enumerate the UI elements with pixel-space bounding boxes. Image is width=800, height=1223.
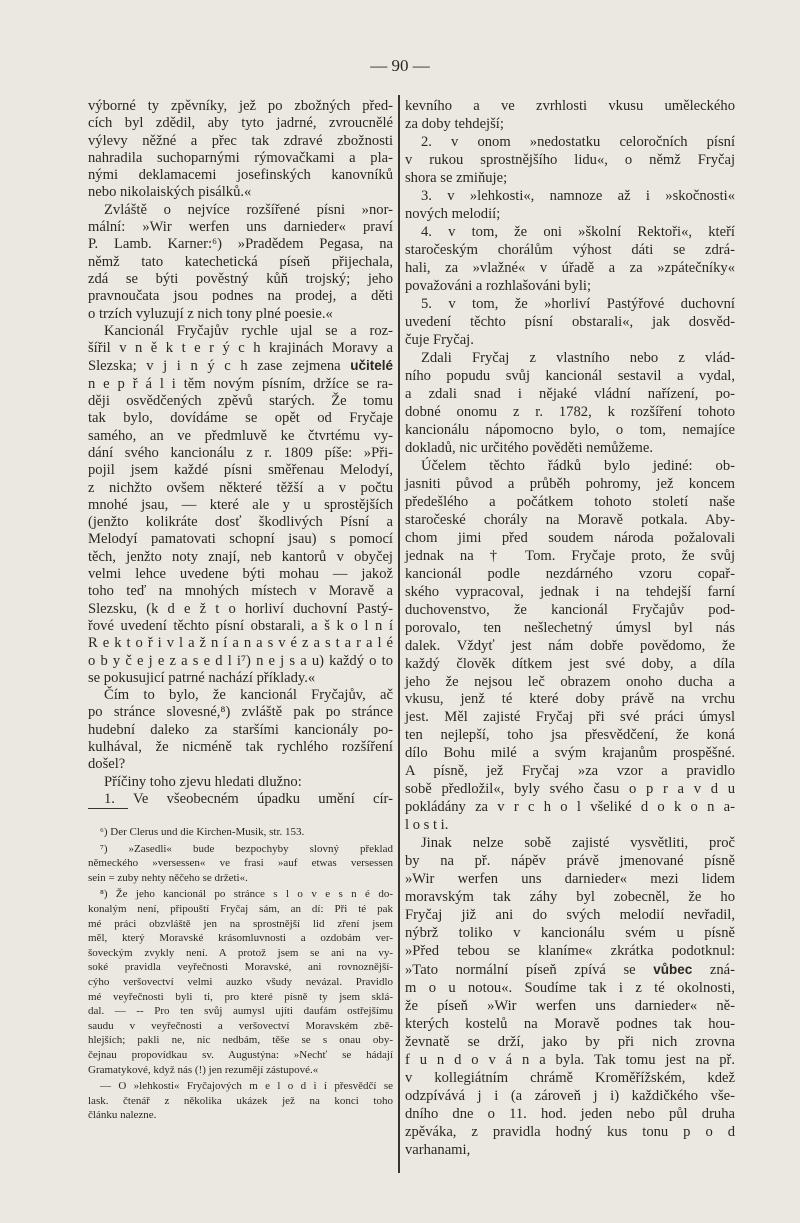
paragraph: [88, 202, 393, 323]
footnotes: [88, 825, 393, 1125]
text-line: nebo nikolaiských pisálků.«: [88, 184, 252, 201]
paragraph: [405, 835, 735, 1160]
text-line: dal. — -- Pro ten svůj aumysl ujíti daufám ostřejšímu: [88, 1005, 393, 1018]
text-line: porovalo, ten nešlechetný úmysl byl nás: [405, 619, 735, 636]
text-line: uvedení těchto písní obstarali«, jak dosvěd-: [405, 313, 735, 330]
text-line: chom jimi před soudem národa požalovali: [405, 529, 735, 546]
text-line: výlevy něžné a přec tak zdravé zbožnosti: [88, 132, 393, 149]
text-line: toho teď na mnohých místech v Moravě a: [88, 583, 393, 600]
text-line: čuje Fryčaj.: [405, 331, 474, 348]
text-line: mé práci obzvláště jen na sprostnější lid zření jsem: [88, 917, 393, 930]
text-line: dobné onomu z r. 1782, k rozšíření tohoto: [405, 403, 735, 420]
page-number: — 90 —: [370, 56, 430, 75]
text-line: Slezsku, (k d e ž t o horliví duchovní Pastý-: [88, 600, 393, 617]
text-line: staročeské chorály na Moravě potkala. Aby-: [405, 511, 735, 528]
text-line: 3. v »lehkosti«, namnoze až i »skočnosti«: [421, 187, 735, 204]
text-line: cýho veršovectví velmi auzko všudy nevázal. Pravidlo: [88, 975, 393, 988]
text-line: Příčiny toho zjevu hledati dlužno:: [104, 773, 302, 790]
text-line: l o s t i.: [405, 817, 449, 834]
text-line: A písně, jež Fryčaj »za vzor a pravidlo: [405, 763, 735, 780]
text-line: cích byl zdědil, aby tyto jadrné, zvroucnělé: [88, 115, 393, 132]
text-line: ⁶) Der Clerus und die Kirchen-Musik, str. 153.: [100, 826, 305, 838]
text-line: nových melodií;: [405, 205, 501, 222]
text-line: jednak na † Tom. Fryčaje proto, že svůj: [405, 547, 735, 564]
text-line: došel?: [88, 756, 126, 773]
text-line: varhanami,: [405, 1142, 471, 1159]
text-line: po stránce slovesné,⁸) zvláště pak po stránce: [88, 704, 393, 721]
text-segment: Slezska; v j i n ý c h zase zejmena: [88, 358, 351, 375]
text-line: 2. v onom »nedostatku celoročních písní: [421, 133, 735, 150]
text-line: článku nalezne.: [88, 1109, 157, 1122]
text-line: Gramatykové, když nás (!) jen rezumějí zástupové.«: [88, 1063, 319, 1076]
text-line: čejnau propovídkau sv. Augustýna: »Nechť se hádají: [88, 1048, 393, 1061]
text-line: sobě předložil«, byly svého času o p r a v d u: [405, 781, 735, 798]
text-line: šoveckým zvykly není. A protož jsem se ani na vy-: [88, 946, 393, 959]
text-segment: »Tato normální píseň zpívá se: [405, 962, 654, 979]
text-line: samého, an ve předmluvě ke čtvrtému vy-: [88, 427, 393, 444]
text-line: duchovenstvo, že kancionál Fryčajův pod-: [405, 601, 735, 618]
text-line: dání svého kancionálu z r. 1809 píše: »Při-: [88, 444, 393, 461]
text-line: němž tato katechetická píseň přijechala,: [88, 253, 393, 270]
text-line: ního popudu svůj kancionál sestavil a vydal,: [405, 367, 735, 384]
right-column: [405, 98, 735, 1160]
text-line: kancionál podle nezdárného vzoru copař-: [405, 565, 735, 582]
text-line: Kancionál Fryčajův rychle ujal se a roz-: [104, 322, 393, 339]
text-line: jeho že nejsou leč obrazem onoho ducha a: [405, 673, 735, 690]
text-line: z nichžto ovšem některé těžší a v počtu: [88, 479, 393, 496]
text-line: »Wir werfen uns darnieder« mezi lidem: [405, 871, 735, 888]
text-line: mé veyřečnosti byli ti, pro které písně ty jsem sklá-: [88, 990, 393, 1003]
text-line: kancionálu nápomocno bylo, o tom, nemajíce: [405, 421, 735, 438]
text-line: že píseň »Wir werfen uns darnieder« ně-: [405, 998, 735, 1015]
text-line: staročeským chorálům výhost dáti se zdrá-: [405, 241, 735, 258]
text-line: Jinak nelze sobě zajisté vysvětliti, proč: [421, 835, 735, 852]
text-line: f u n d o v á n a byla. Tak tomu jest na př.: [405, 1052, 735, 1069]
text-line: zdá se býti pověstný kůň trojský; jeho: [88, 270, 393, 287]
text-line: dílo Bohu milé a svým krajanům prospěšné.: [405, 745, 735, 762]
paragraph: [88, 98, 393, 202]
bold-emphasis: vůbec: [653, 962, 693, 978]
paragraph: [405, 350, 735, 458]
text-line: 5. v tom, že »horliví Pastýřové duchovní: [421, 295, 735, 312]
text-line: »Před tebou se klaníme« zkrátka podotknul:: [405, 943, 735, 960]
text-line: — O »lehkosti« Fryčajových m e l o d i í přesvědčí se: [100, 1080, 393, 1093]
paragraph: [405, 458, 735, 836]
left-column: [88, 98, 393, 808]
text-line: o trzích vyluzují z nich tony plné poesie.«: [88, 305, 333, 322]
text-line: řové uvedení těchto písní obstarali, a š k o l n í: [88, 617, 393, 634]
text-line: se pokusujicí patrné nachází příklady.«: [88, 669, 316, 686]
text-line: by na př. nápěv právě jmenované písně: [405, 853, 735, 870]
text-line: odzpívává j i (a zároveň j i) každičkého vše-: [405, 1088, 735, 1105]
text-line: vkusu, jenž té které doby právě na vrchu: [405, 691, 735, 708]
paragraph: [405, 188, 735, 224]
text-line: kulhával, že nicméně tak rychlého rozšíření: [88, 738, 393, 755]
text-line: hudební daleko za staršími kancionály po-: [88, 721, 393, 738]
text-line: m o u notou«. Soudíme tak i z té okolnosti,: [405, 980, 735, 997]
text-line: měl, který Moravské krásomluvnosti a ozdobám ver-: [88, 932, 393, 945]
paragraph: [88, 774, 393, 791]
text-line: kevního a ve zvrhlosti vkusu uměleckého: [405, 98, 735, 114]
text-line: Melodyí pamatovati schopní jsau) s pomocí: [88, 531, 393, 548]
text-line: Zvláště o nejvíce rozšířené písni »nor-: [104, 201, 393, 218]
text-line: dokladů, nic určitého pověděti nemůžeme.: [405, 439, 654, 456]
bold-emphasis: učitelé: [350, 358, 393, 374]
text-line: jest. Měl zajisté Fryčaj při své práci úmysl: [405, 709, 735, 726]
text-line: Účelem těchto řádků bylo jediné: ob-: [421, 457, 735, 474]
footnote-separator: [88, 808, 128, 809]
text-line: nými deklamacemi josefinských kanovníků: [88, 167, 393, 184]
text-line: Čím to bylo, že kancionál Fryčajův, ač: [104, 687, 393, 704]
text-line: saudu v veyřečnosti a veršovectví Moravském zbě-: [88, 1019, 393, 1032]
text-line: každý člověk dítkem jest své doby, a díla: [405, 655, 735, 672]
text-line: výborné ty zpěvníky, jež po zbožných před-: [88, 98, 393, 114]
text-line: hlejších; pakli ne, nic nedbám, těše se s onau oby-: [88, 1034, 393, 1047]
text-line: považováni a rozhlašováni byli;: [405, 277, 592, 294]
text-line: konalým není, připouští Fryčaj sám, an dí: Při té pak: [88, 902, 393, 915]
text-line: 1. Ve všeobecném úpadku umění cír-: [104, 790, 393, 807]
text-line: v kollegiátním chrámě Kroměřížském, kdež: [405, 1070, 735, 1087]
text-segment: zná-: [692, 962, 735, 979]
footnote: [88, 842, 393, 886]
text-line: moravským tak záhy byl zobecněl, že ho: [405, 889, 735, 906]
paragraph: [405, 134, 735, 188]
column-divider: [398, 95, 400, 1173]
text-line: dního dne o 11. hod. jeden nebo půl druha: [405, 1106, 735, 1123]
text-line: [88, 357, 393, 375]
paragraph: [88, 323, 393, 687]
paragraph: [88, 687, 393, 773]
text-line: P. Lamb. Karner:⁶) »Pradědem Pegasa, na: [88, 236, 393, 253]
footnote: [88, 887, 393, 1077]
paragraph: [88, 791, 393, 808]
text-line: o b y č e j e z a s e d l i⁷) n e j s a u) každý o to: [88, 652, 393, 669]
text-line: dalek. Vždyť jest nám dobře povědomo, že: [405, 637, 735, 654]
text-line: Zdali Fryčaj z vlastního nebo z vlád-: [421, 349, 735, 366]
text-line: (jenžto kolikráte dosť škodlivých Písní a: [88, 514, 393, 531]
paragraph: [405, 224, 735, 296]
text-line: 4. v tom, že oni »školní Rektoři«, kteří: [421, 223, 735, 240]
text-line: jasniti původ a průběh pohromy, jež koncem: [405, 475, 735, 492]
text-line: tak bylo, dovídáme se opět od Fryčaje: [88, 410, 393, 427]
text-line: za doby tehdejší;: [405, 115, 504, 132]
text-line: Fryčaj již ani do svých melodií nevřadil,: [405, 907, 735, 924]
text-line: ději osvědčených zpěvů starých. Že tomu: [88, 393, 393, 410]
text-line: ten nejlepší, toho jsa přesvědčení, že koná: [405, 727, 735, 744]
text-line: zpěváka, z pravidla hodný kus tonu p o d: [405, 1124, 735, 1141]
text-line: hali, za »vlažné« v úřadě a za »zpátečníky«: [405, 259, 735, 276]
text-line: ského vypracoval, jednak i na tehdejší farní: [405, 583, 735, 600]
text-line: nýbrž toliko v kancionálu svém u písně: [405, 925, 735, 942]
text-line: velmi lehce uvedene býti mohau — jakož: [88, 566, 393, 583]
text-line: pravnoučata jsou podnes na prodej, a děti: [88, 288, 393, 305]
paragraph: [405, 98, 735, 134]
text-line: německého »versessen« ve frasi »auf etwas versessen: [88, 857, 393, 870]
text-line: n e p ř á l i těm novým písním, držíce se ra-: [88, 375, 393, 392]
text-line: ⁷) »Zasedli« bude bezpochyby slovný překlad: [100, 842, 393, 855]
text-line: [405, 961, 735, 980]
text-line: kterých kostelů na Moravě podnes tak hou-: [405, 1016, 735, 1033]
text-line: soké pravidla veyřečnosti Moravské, ani rovnoznější-: [88, 961, 393, 974]
text-line: předešlého a počátkem tohoto století naše: [405, 493, 735, 510]
text-line: lask. čtenář z několika ukázek jež na konci toho: [88, 1094, 393, 1107]
text-line: sein = zuby nehty něčeho se držeti«.: [88, 871, 248, 884]
text-line: pokládány za v r c h o l všeliké d o k o n a-: [405, 799, 735, 816]
text-line: ⁸) Že jeho kancionál po stránce s l o v e s n é do-: [100, 888, 393, 901]
footnote: [88, 825, 393, 840]
footnote: [88, 1079, 393, 1123]
text-line: šířil v n ě k t e r ý c h krajinách Moravy a: [88, 340, 393, 357]
text-line: v rukou sprostnějšího lidu«, o němž Fryčaj: [405, 151, 735, 168]
text-line: pojil jsem každé písni směřenau Melodyí,: [88, 462, 393, 479]
text-line: mnohé jsau, — které ale y u sprostějších: [88, 496, 393, 513]
text-line: mální: »Wir werfen uns darnieder« praví: [88, 219, 393, 236]
text-line: R e k t o ř i v l a ž n í a n a s v é z a s t a r a l é: [88, 635, 393, 652]
text-line: nahradila suchoparnými rýmovačkami a pla-: [88, 149, 393, 166]
text-line: shora se zmiňuje;: [405, 169, 508, 186]
text-line: a zdali snad i nějaké vládní nařízení, po-: [405, 385, 735, 402]
paragraph: [405, 296, 735, 350]
text-line: ževnatě se drží, jako by při nich zrovna: [405, 1034, 735, 1051]
text-line: těch, jenžto noty znají, neb kantorů v obyčej: [88, 548, 393, 565]
